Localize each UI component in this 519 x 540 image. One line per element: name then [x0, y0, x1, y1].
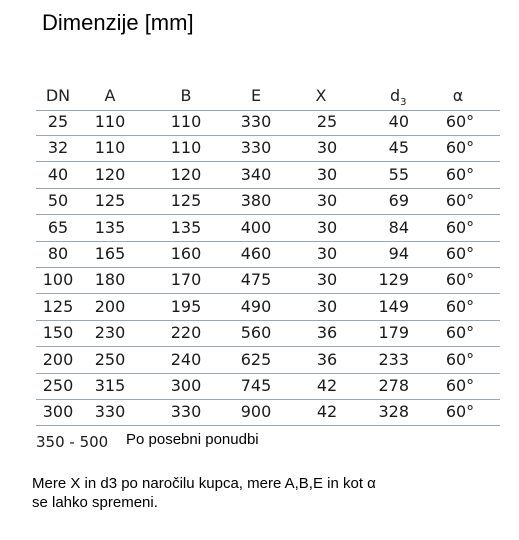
row-divider [36, 267, 500, 268]
cell-alpha: 60° [445, 402, 475, 422]
cell-d3: 40 [388, 112, 409, 131]
cell-a: 315 [94, 376, 126, 395]
cell-alpha: 60° [445, 270, 475, 290]
cell-x: 30 [316, 191, 338, 211]
cell-a: 165 [94, 244, 126, 263]
cell-alpha: 60° [445, 244, 475, 263]
cell-x: 30 [316, 270, 338, 290]
cell-a: 125 [94, 191, 126, 211]
note-text [32, 474, 502, 512]
cell-x: 30 [316, 296, 338, 316]
cell-alpha: 60° [445, 164, 475, 184]
cell-x: 30 [316, 244, 338, 263]
cell-dn: 65 [47, 217, 69, 237]
row-divider [36, 320, 500, 321]
row-divider [36, 241, 500, 242]
cell-a: 110 [94, 112, 126, 131]
note-line-2: se lahko spremeni. [32, 494, 158, 511]
cell-dn: 80 [47, 244, 69, 263]
footer-dn-range: 350 - 500 [36, 433, 109, 451]
cell-dn: 250 [42, 376, 74, 395]
cell-b: 160 [170, 244, 202, 263]
header-d3-main: d [390, 86, 401, 105]
row-divider [36, 161, 500, 162]
cell-dn: 50 [47, 191, 69, 211]
row-divider [36, 346, 500, 347]
cell-b: 240 [170, 349, 202, 369]
row-divider [36, 425, 500, 426]
cell-d3: 94 [388, 244, 409, 263]
header-x: X [315, 86, 327, 105]
cell-b: 220 [170, 323, 202, 343]
cell-d3: 233 [378, 349, 409, 369]
cell-d3: 328 [378, 402, 409, 422]
cell-e: 490 [240, 296, 272, 316]
cell-alpha: 60° [445, 217, 475, 237]
cell-x: 42 [316, 402, 338, 422]
row-divider [36, 214, 500, 215]
page-title: Dimenzije [mm] [42, 10, 194, 35]
cell-a: 330 [94, 402, 126, 422]
cell-b: 135 [170, 217, 202, 237]
cell-a: 250 [94, 349, 126, 369]
cell-b: 110 [170, 138, 202, 158]
cell-x: 30 [316, 138, 338, 158]
cell-dn: 100 [42, 270, 74, 290]
header-alpha: α [452, 86, 464, 105]
cell-b: 300 [170, 376, 202, 395]
cell-x: 42 [316, 376, 338, 395]
note-line-1: Mere X in d3 po naročilu kupca, mere A,B,E in kot α [32, 475, 376, 492]
cell-alpha: 60° [445, 112, 475, 131]
cell-e: 330 [240, 112, 272, 131]
row-divider [36, 293, 500, 294]
cell-a: 230 [94, 323, 126, 343]
row-divider [36, 135, 500, 136]
cell-e: 625 [240, 349, 272, 369]
cell-d3: 69 [388, 191, 409, 211]
cell-e: 745 [240, 376, 272, 395]
cell-d3: 84 [388, 217, 409, 237]
row-divider [36, 188, 500, 189]
header-divider [36, 110, 500, 111]
cell-d3: 149 [378, 296, 409, 316]
cell-a: 120 [94, 164, 126, 184]
header-d3-sub: 3 [400, 97, 407, 108]
row-divider [36, 399, 500, 400]
cell-e: 330 [240, 138, 272, 158]
cell-e: 400 [240, 217, 272, 237]
cell-a: 180 [94, 270, 126, 290]
cell-x: 30 [316, 164, 338, 184]
cell-x: 36 [316, 323, 338, 343]
cell-dn: 300 [42, 402, 74, 422]
cell-x: 25 [316, 112, 338, 131]
cell-d3: 45 [388, 138, 409, 158]
header-d3 [390, 86, 407, 113]
cell-d3: 179 [378, 323, 409, 343]
header-a: A [104, 86, 116, 105]
cell-e: 475 [240, 270, 272, 290]
cell-d3: 55 [388, 164, 409, 184]
cell-dn: 32 [47, 138, 69, 158]
cell-alpha: 60° [445, 349, 475, 369]
cell-alpha: 60° [445, 323, 475, 343]
cell-e: 380 [240, 191, 272, 211]
cell-b: 110 [170, 112, 202, 131]
cell-alpha: 60° [445, 191, 475, 211]
cell-dn: 125 [42, 296, 74, 316]
cell-alpha: 60° [445, 296, 475, 316]
cell-e: 460 [240, 244, 272, 263]
cell-b: 195 [170, 296, 202, 316]
row-divider [36, 373, 500, 374]
cell-alpha: 60° [445, 138, 475, 158]
cell-dn: 25 [47, 112, 69, 131]
cell-b: 120 [170, 164, 202, 184]
header-b: B [180, 86, 192, 105]
cell-dn: 200 [42, 349, 74, 369]
cell-a: 110 [94, 138, 126, 158]
cell-e: 900 [240, 402, 272, 422]
cell-dn: 40 [47, 164, 69, 184]
cell-x: 36 [316, 349, 338, 369]
cell-d3: 129 [378, 270, 409, 290]
cell-a: 135 [94, 217, 126, 237]
cell-e: 560 [240, 323, 272, 343]
cell-alpha: 60° [445, 376, 475, 395]
footer-special-offer: Po posebni ponudbi [126, 431, 259, 448]
cell-d3: 278 [378, 376, 409, 395]
cell-a: 200 [94, 296, 126, 316]
header-dn: DN [45, 86, 71, 105]
header-e: E [250, 86, 262, 105]
cell-b: 125 [170, 191, 202, 211]
cell-e: 340 [240, 164, 272, 184]
cell-dn: 150 [42, 323, 74, 343]
cell-b: 330 [170, 402, 202, 422]
cell-x: 30 [316, 217, 338, 237]
cell-b: 170 [170, 270, 202, 290]
